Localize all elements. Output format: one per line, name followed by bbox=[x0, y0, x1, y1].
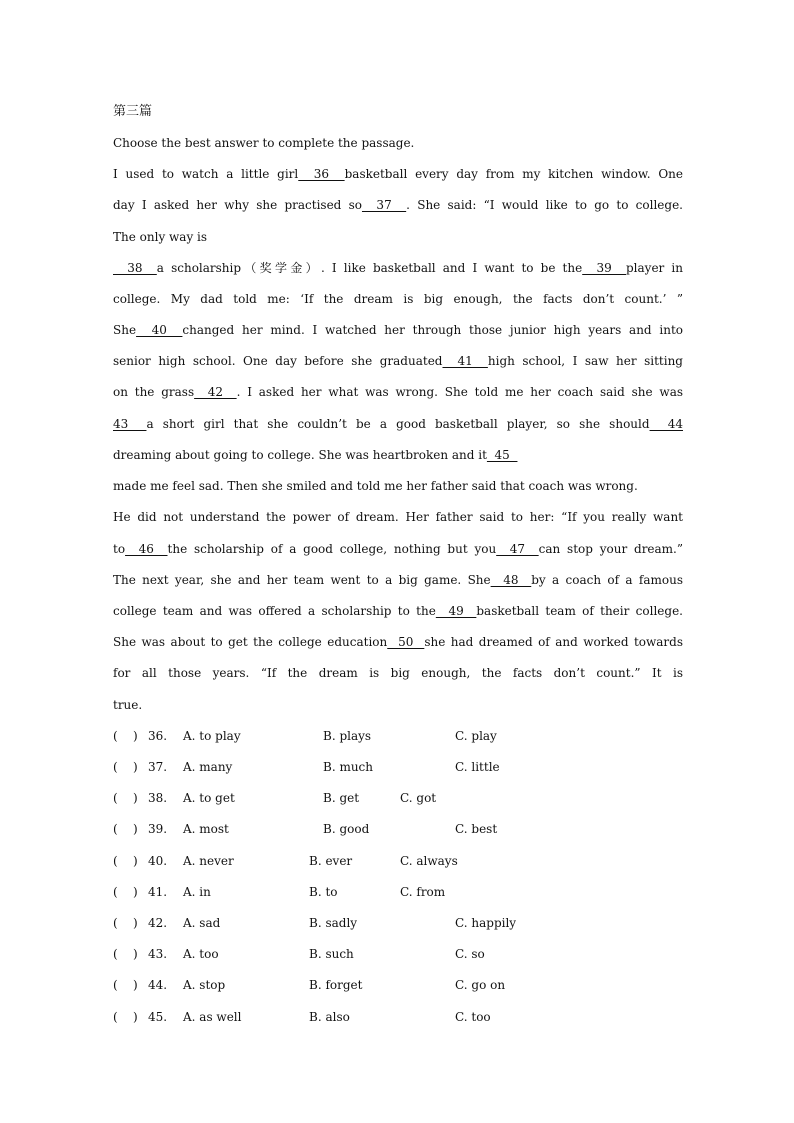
passage-text: basketball team of their college. bbox=[476, 604, 683, 618]
passage-text: . She said: “I would like to go to college. bbox=[406, 198, 683, 212]
question-number: 44. bbox=[148, 978, 168, 992]
answer-blank: 36 bbox=[298, 167, 345, 181]
option-c: C. little bbox=[455, 760, 500, 774]
option-c: C. too bbox=[455, 1010, 491, 1024]
question-number: 40. bbox=[148, 854, 168, 868]
passage-line bbox=[113, 569, 683, 591]
option-c: C. always bbox=[400, 854, 458, 868]
question-number: 41. bbox=[148, 885, 168, 899]
option-b: B. such bbox=[309, 947, 354, 961]
passage-text: high school, I saw her sitting bbox=[487, 354, 683, 368]
question-number: 39. bbox=[148, 822, 168, 836]
answer-blank: 47 bbox=[496, 542, 539, 556]
passage-text: I used to watch a little girl bbox=[113, 167, 299, 181]
passage-line bbox=[113, 600, 683, 622]
passage-line bbox=[113, 226, 683, 248]
passage-line bbox=[113, 163, 683, 185]
passage-line bbox=[113, 694, 683, 716]
passage-text: true. bbox=[113, 698, 143, 712]
question-number: 37. bbox=[148, 760, 168, 774]
answer-paren[interactable]: ( ) bbox=[113, 822, 138, 836]
passage-line bbox=[113, 319, 683, 341]
option-b: B. also bbox=[309, 1010, 350, 1024]
option-b: B. plays bbox=[323, 729, 372, 743]
question-number: 36. bbox=[148, 729, 168, 743]
passage-text: She bbox=[113, 323, 137, 337]
answer-blank: 44 bbox=[649, 417, 683, 431]
passage-text: college. My dad told me: ‘If the dream is big enough, the facts don’t count.’ ” bbox=[113, 292, 683, 306]
passage-text: on the grass bbox=[113, 385, 195, 399]
passage-text: made me feel sad. Then she smiled and told me her father said that coach was wrong. bbox=[113, 479, 638, 493]
answer-paren[interactable]: ( ) bbox=[113, 947, 138, 961]
passage-text: The next year, she and her team went to a big game. She bbox=[113, 573, 491, 587]
answer-blank: 41 bbox=[442, 354, 488, 368]
option-a: A. sad bbox=[183, 916, 221, 930]
option-a: A. stop bbox=[183, 978, 226, 992]
option-a: A. in bbox=[183, 885, 211, 899]
option-a: A. as well bbox=[183, 1010, 242, 1024]
passage-line bbox=[113, 444, 683, 466]
option-a: A. most bbox=[183, 822, 229, 836]
passage-text: senior high school. One day before she graduated bbox=[113, 354, 443, 368]
passage-text: to bbox=[113, 542, 126, 556]
answer-blank: 39 bbox=[582, 261, 626, 275]
section-heading: 第三篇 bbox=[113, 104, 153, 119]
option-a: A. never bbox=[183, 854, 234, 868]
answer-paren[interactable]: ( ) bbox=[113, 916, 138, 930]
answer-blank: 42 bbox=[194, 385, 237, 399]
passage-line bbox=[113, 381, 683, 403]
passage-text: college team and was offered a scholarship to the bbox=[113, 604, 436, 618]
passage-text: He did not understand the power of dream. Her father said to her: “If you really want bbox=[113, 510, 683, 524]
answer-blank: 49 bbox=[435, 604, 477, 618]
option-b: B. to bbox=[309, 885, 338, 899]
passage-text: by a coach of a famous bbox=[531, 573, 683, 587]
passage-line bbox=[113, 662, 683, 684]
passage-line bbox=[113, 350, 683, 372]
instruction-text: Choose the best answer to complete the passage. bbox=[113, 136, 415, 150]
passage-text: basketball every day from my kitchen window. One bbox=[344, 167, 683, 181]
passage-line bbox=[113, 506, 683, 528]
option-b: B. good bbox=[323, 822, 370, 836]
passage-text: for all those years. “If the dream is big enough, the facts don’t count.” It is bbox=[113, 666, 683, 680]
passage-text: a short girl that she couldn’t be a good basketball player, so she should bbox=[146, 417, 650, 431]
option-c: C. play bbox=[455, 729, 497, 743]
passage-line bbox=[113, 538, 683, 560]
passage-text: dreaming about going to college. She was heartbroken and it bbox=[113, 448, 487, 462]
question-number: 38. bbox=[148, 791, 168, 805]
answer-blank: 40 bbox=[136, 323, 183, 337]
passage-text: The only way is bbox=[113, 230, 208, 244]
passage-text: She was about to get the college education bbox=[113, 635, 388, 649]
answer-blank: 48 bbox=[490, 573, 532, 587]
answer-paren[interactable]: ( ) bbox=[113, 978, 138, 992]
option-b: B. much bbox=[323, 760, 374, 774]
option-b: B. get bbox=[323, 791, 360, 805]
answer-paren[interactable]: ( ) bbox=[113, 885, 138, 899]
answer-blank: 46 bbox=[125, 542, 168, 556]
option-a: A. many bbox=[183, 760, 233, 774]
option-c: C. got bbox=[400, 791, 437, 805]
option-b: B. sadly bbox=[309, 916, 358, 930]
answer-paren[interactable]: ( ) bbox=[113, 1010, 138, 1024]
passage-text: a scholarship（奖学金）. I like basketball and I want to be the bbox=[156, 261, 583, 275]
option-c: C. best bbox=[455, 822, 498, 836]
answer-blank: 50 bbox=[387, 635, 425, 649]
option-a: A. too bbox=[183, 947, 219, 961]
option-c: C. happily bbox=[455, 916, 517, 930]
passage-line bbox=[113, 257, 683, 279]
passage-line bbox=[113, 631, 683, 653]
answer-blank: 45 bbox=[486, 448, 518, 462]
answer-paren[interactable]: ( ) bbox=[113, 791, 138, 805]
passage-text: the scholarship of a good college, nothing but you bbox=[167, 542, 497, 556]
option-c: C. from bbox=[400, 885, 446, 899]
answer-paren[interactable]: ( ) bbox=[113, 854, 138, 868]
passage-line bbox=[113, 413, 683, 435]
answer-blank: 43 bbox=[113, 417, 147, 431]
option-c: C. go on bbox=[455, 978, 506, 992]
answer-paren[interactable]: ( ) bbox=[113, 760, 138, 774]
question-number: 42. bbox=[148, 916, 168, 930]
answer-blank: 38 bbox=[113, 261, 157, 275]
passage-line bbox=[113, 194, 683, 216]
passage-text: can stop your dream.” bbox=[538, 542, 683, 556]
option-a: A. to get bbox=[183, 791, 235, 805]
option-b: B. ever bbox=[309, 854, 353, 868]
passage-text: . I asked her what was wrong. She told me her coach said she was bbox=[236, 385, 683, 399]
passage-text: day I asked her why she practised so bbox=[113, 198, 362, 212]
answer-paren[interactable]: ( ) bbox=[113, 729, 138, 743]
passage-text: changed her mind. I watched her through those junior high years and into bbox=[182, 323, 683, 337]
passage-line bbox=[113, 475, 683, 497]
passage-text: player in bbox=[626, 261, 683, 275]
passage-text: she had dreamed of and worked towards bbox=[424, 635, 683, 649]
passage-line bbox=[113, 288, 683, 310]
option-a: A. to play bbox=[183, 729, 241, 743]
question-number: 45. bbox=[148, 1010, 168, 1024]
option-c: C. so bbox=[455, 947, 485, 961]
question-number: 43. bbox=[148, 947, 168, 961]
answer-blank: 37 bbox=[361, 198, 407, 212]
option-b: B. forget bbox=[309, 978, 363, 992]
